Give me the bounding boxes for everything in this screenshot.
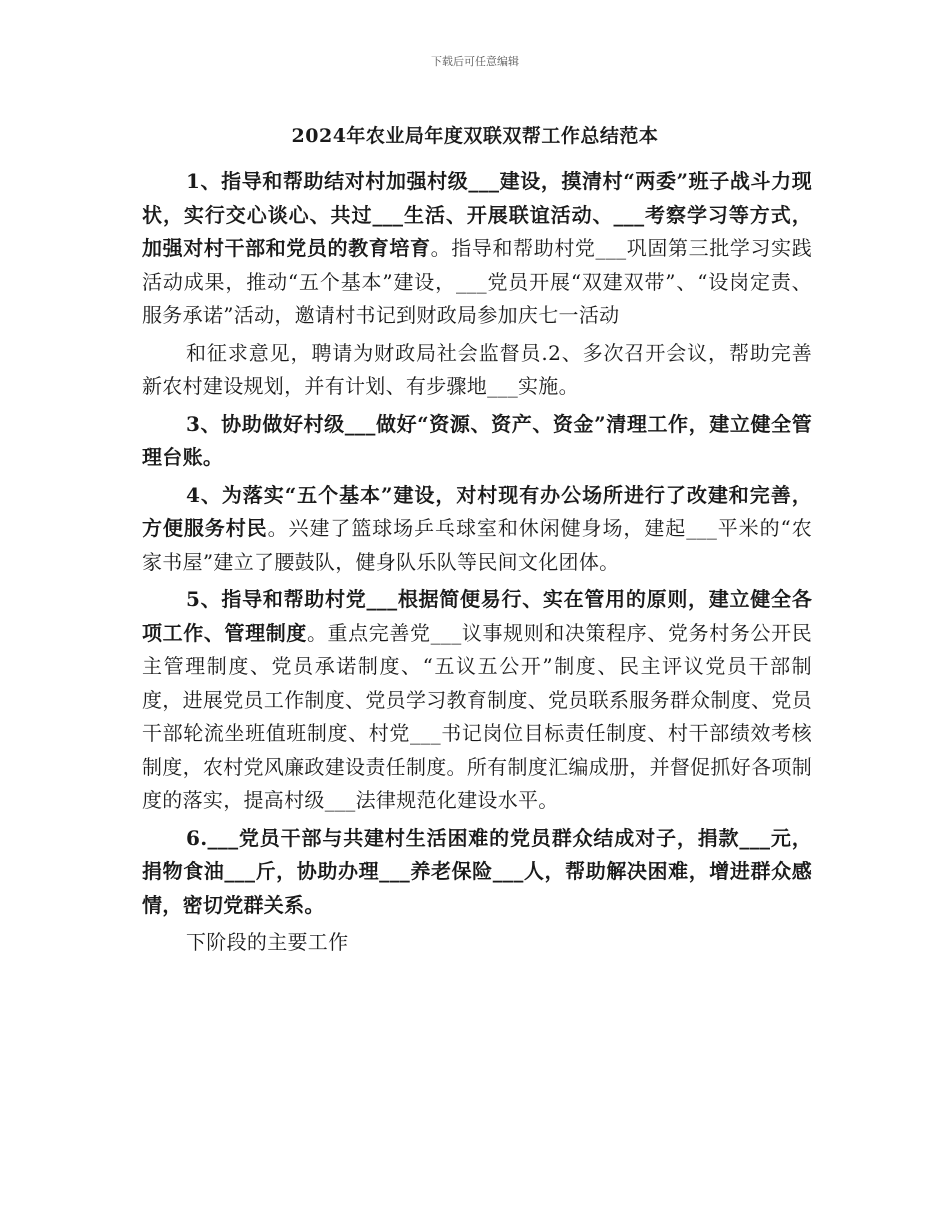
paragraph-6-bold: 6.___党员干部与共建村生活困难的党员群众结成对子，捐款___元，捐物食油___斤，协助办理___养老保险___人，帮助解决困难，增进群众感情，密切党群关系。 [142, 825, 812, 917]
paragraph-3 [142, 408, 812, 475]
paragraph-1-normal: 。指导和帮助村党___巩固第三批学习实践活动成果，推动“五个基本”建设，___党员开展“双建双带”、“设岗定责、服务承诺”活动，邀请村书记到财政局参加庆七一活动 [142, 236, 812, 327]
paragraph-1 [142, 165, 812, 333]
paragraph-7 [142, 926, 812, 960]
paragraph-5-bold: 5、指导和帮助村党___根据简便易行、实在管用的原则，建立健全各项工作、管理制度 [142, 587, 812, 645]
paragraph-4-bold: 4、为落实“五个基本”建设，对村现有办公场所进行了改建和完善，方便服务村民 [142, 482, 812, 540]
paragraph-2-normal: 和征求意见，聘请为财政局社会监督员.2、多次召开会议，帮助完善新农村建设规划，并有计划、有步骤地___实施。 [142, 340, 812, 398]
paragraph-7-normal: 下阶段的主要工作 [186, 930, 349, 954]
paragraph-5-normal: 。重点完善党___议事规则和决策程序、党务村务公开民主管理制度、党员承诺制度、“五议五公开”制度、民主评议党员干部制度，进展党员工作制度、党员学习教育制度、党员联系服务群众制度、党员干部轮流坐班值班制度、村党___书记岗位目标责任制度、村干部绩效考核制度，农村党风廉政建设责任制度。所有制度汇编成册，并督促抓好各项制度的落实，提高村级___法律规范化建设水平。 [142, 620, 812, 812]
paragraph-4 [142, 479, 812, 580]
header-note: 下载后可任意编辑 [431, 55, 519, 68]
paragraph-6 [142, 822, 812, 923]
document-title: 2024年农业局年度双联双帮工作总结范本 [291, 125, 659, 147]
paragraph-5 [142, 583, 812, 818]
paragraph-3-bold: 3、协助做好村级___做好“资源、资产、资金”清理工作，建立健全管理台账。 [142, 411, 812, 469]
paragraph-4-normal: 。兴建了篮球场乒乓球室和休闲健身场，建起___平米的“农家书屋”建立了腰鼓队，健身队乐队等民间文化团体。 [142, 516, 812, 574]
document-body [142, 165, 812, 964]
paragraph-2 [142, 337, 812, 404]
paragraph-1-bold: 1、指导和帮助结对村加强村级___建设，摸清村“两委”班子战斗力现状，实行交心谈心、共过___生活、开展联谊活动、___考察学习等方式，加强对村干部和党员的教育培育 [142, 169, 812, 260]
